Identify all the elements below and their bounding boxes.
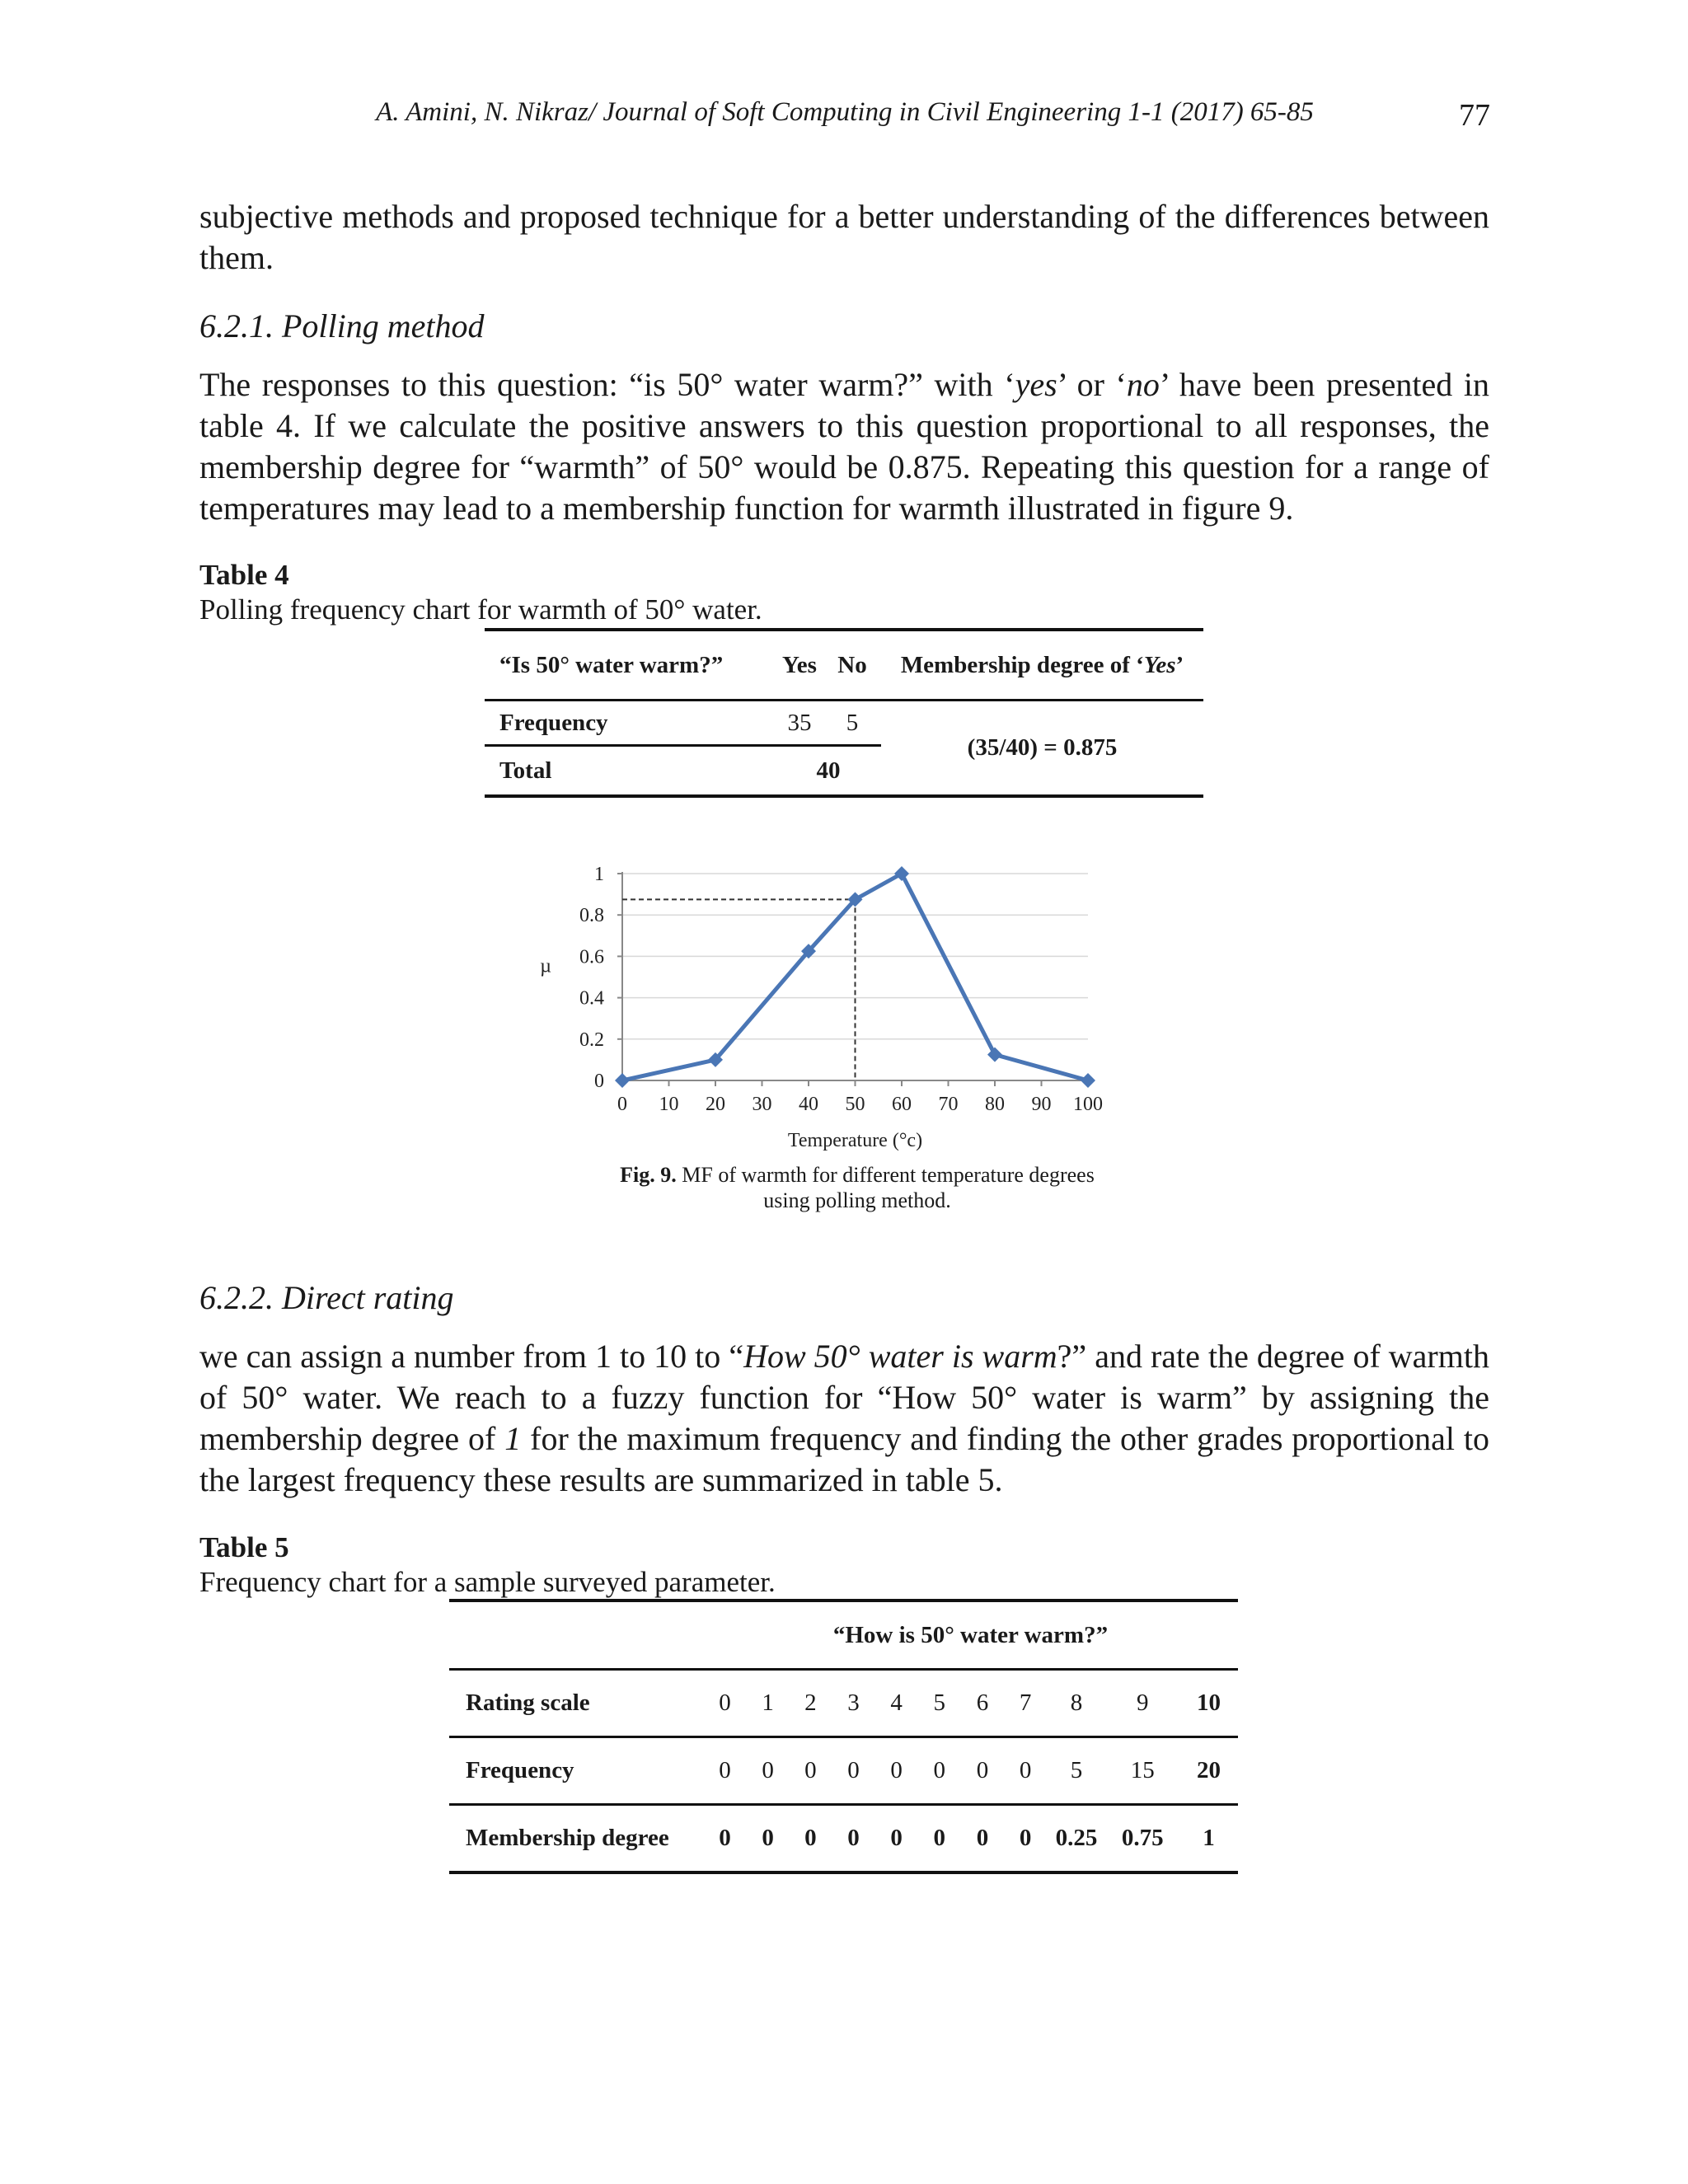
table5-membership-cell: 0 — [1004, 1805, 1047, 1873]
table5-frequency-label: Frequency — [449, 1737, 703, 1805]
table5-membership-cell: 0.75 — [1106, 1805, 1179, 1873]
data-point — [987, 1047, 1002, 1062]
table5-rating-label: Rating scale — [449, 1670, 703, 1737]
table5-frequency-cell: 0 — [832, 1737, 874, 1805]
table4-frequency-no: 5 — [823, 701, 881, 746]
direct-text-b: ?” and rate the degree of warmth of 50° water. We reach to a fuzzy function for “How 50° water is warm” by assigning the membership degree of — [199, 1338, 1489, 1457]
figure9-caption-label: Fig. 9. — [620, 1163, 677, 1187]
direct-rating-paragraph — [199, 1336, 1489, 1501]
figure9-caption-line1: MF of warmth for different temperature degrees — [676, 1163, 1095, 1187]
x-tick-label: 100 — [1073, 1094, 1103, 1115]
x-tick-label: 70 — [938, 1094, 959, 1115]
table5-frequency-cell: 20 — [1179, 1737, 1238, 1805]
table5-membership-cell: 0 — [789, 1805, 832, 1873]
table5-membership-cell: 0 — [875, 1805, 918, 1873]
table5 — [449, 1599, 1238, 1874]
table5-frequency-cell: 5 — [1047, 1737, 1106, 1805]
table5-frequency-cell: 0 — [789, 1737, 832, 1805]
table5-title-row — [449, 1601, 1238, 1670]
x-tick-label: 20 — [706, 1094, 725, 1115]
table5-membership-cell: 0 — [832, 1805, 874, 1873]
table5-frequency-cell: 0 — [961, 1737, 1004, 1805]
x-axis-title: Temperature (°c) — [787, 1130, 923, 1151]
polling-text-yes: yes — [1015, 366, 1057, 403]
page-number: 77 — [1459, 98, 1490, 133]
y-tick-label: 1 — [594, 864, 604, 885]
y-tick-label: 0.8 — [579, 905, 604, 927]
polling-paragraph — [199, 364, 1489, 529]
table5-frequency-cell: 0 — [918, 1737, 961, 1805]
table5-rating-cell: 1 — [747, 1670, 789, 1737]
x-tick-label: 80 — [985, 1094, 1005, 1115]
table4-caption: Polling frequency chart for warmth of 50° water. — [199, 593, 762, 626]
table5-frequency-row — [449, 1737, 1238, 1805]
y-tick-label: 0 — [594, 1071, 604, 1092]
table5-rating-cell: 3 — [832, 1670, 874, 1737]
direct-text-italic: How 50° water is warm — [743, 1338, 1057, 1375]
direct-text-c: for the maximum frequency and finding the other grades proportional to the largest frequency these results are summarized in table 5. — [199, 1420, 1490, 1498]
section-heading-polling: 6.2.1. Polling method — [199, 307, 485, 344]
table5-membership-cell: 1 — [1179, 1805, 1238, 1873]
table5-frequency-cell: 0 — [747, 1737, 789, 1805]
figure9-caption — [577, 1162, 1137, 1213]
table4-membership-value: (35/40) = 0.875 — [881, 701, 1203, 797]
table5-rating-row — [449, 1670, 1238, 1737]
table4-header-membership-a: Membership degree of ‘ — [900, 651, 1144, 678]
table4-header-row — [485, 630, 1203, 701]
table5-membership-cell: 0 — [918, 1805, 961, 1873]
y-tick-label: 0.2 — [579, 1029, 604, 1051]
intro-paragraph: subjective methods and proposed technique for a better understanding of the differences between them. — [199, 198, 1489, 276]
x-tick-label: 10 — [659, 1094, 679, 1115]
table5-title-spacer — [449, 1601, 703, 1670]
table5-title: “How is 50° water warm?” — [703, 1601, 1238, 1670]
table5-frequency-cell: 15 — [1106, 1737, 1179, 1805]
figure9-caption-line2: using polling method. — [763, 1188, 951, 1212]
table4-frequency-yes: 35 — [776, 701, 823, 746]
table5-label: Table 5 — [199, 1531, 289, 1563]
x-tick-label: 30 — [752, 1094, 772, 1115]
direct-text-one: 1 — [504, 1420, 522, 1457]
table4-header-membership — [881, 630, 1203, 701]
table4-header-membership-yes: Yes — [1143, 651, 1176, 678]
x-tick-label: 90 — [1031, 1094, 1052, 1115]
table4-label: Table 4 — [199, 559, 289, 591]
table5-rating-cell: 5 — [918, 1670, 961, 1737]
table5-membership-cell: 0.25 — [1047, 1805, 1106, 1873]
polling-text-c: ’ have been presented in table 4. If we calculate the positive answers to this question proportional to all responses, the membership degree for “warmth” of 50° would be 0.875. Repeating this question for a range of temperatures may lead to a membership function for warmth illustrated in figure 9. — [199, 366, 1489, 527]
running-head: A. Amini, N. Nikraz/ Journal of Soft Computing in Civil Engineering 1-1 (2017) 65-85 — [376, 97, 1314, 127]
polling-text-b: ’ or ‘ — [1057, 366, 1127, 403]
table5-rating-cell: 2 — [789, 1670, 832, 1737]
table4 — [485, 628, 1203, 798]
chart-labels — [540, 864, 1103, 1151]
table5-membership-row — [449, 1805, 1238, 1873]
table5-rating-cell: 6 — [961, 1670, 1004, 1737]
direct-text-a: we can assign a number from 1 to 10 to “ — [199, 1338, 744, 1375]
table5-rating-cell: 9 — [1106, 1670, 1179, 1737]
table4-header-yes: Yes — [776, 630, 823, 701]
x-tick-label: 40 — [799, 1094, 818, 1115]
data-point — [1081, 1073, 1095, 1088]
table4-frequency-row — [485, 701, 1203, 746]
table5-membership-label: Membership degree — [449, 1805, 703, 1873]
table4-header-question: “Is 50° water warm?” — [485, 630, 776, 701]
table5-membership-cell: 0 — [961, 1805, 1004, 1873]
table5-rating-cell: 7 — [1004, 1670, 1047, 1737]
table5-rating-cell: 10 — [1179, 1670, 1238, 1737]
table5-membership-cell: 0 — [703, 1805, 747, 1873]
table4-total-label: Total — [485, 746, 776, 797]
table5-rating-cell: 8 — [1047, 1670, 1106, 1737]
data-point — [615, 1073, 630, 1088]
y-tick-label: 0.4 — [579, 987, 604, 1010]
polling-text-a: The responses to this question: “is 50° water warm?” with ‘ — [199, 366, 1015, 403]
y-axis-title: µ — [540, 955, 551, 977]
table5-frequency-cell: 0 — [1004, 1737, 1047, 1805]
table4-header-membership-b: ’ — [1175, 651, 1184, 678]
x-tick-label: 0 — [617, 1094, 627, 1115]
table5-rating-cell: 4 — [875, 1670, 918, 1737]
table5-frequency-cell: 0 — [875, 1737, 918, 1805]
x-tick-label: 60 — [892, 1094, 912, 1115]
table4-total-value: 40 — [776, 746, 881, 797]
section-heading-direct-rating: 6.2.2. Direct rating — [199, 1279, 454, 1316]
chart-guide-lines — [622, 899, 856, 1080]
y-tick-label: 0.6 — [579, 946, 604, 968]
x-tick-label: 50 — [845, 1094, 865, 1115]
table5-membership-cell: 0 — [747, 1805, 789, 1873]
table5-rating-cell: 0 — [703, 1670, 747, 1737]
table5-frequency-cell: 0 — [703, 1737, 747, 1805]
polling-text-no: no — [1126, 366, 1160, 403]
table5-caption: Frequency chart for a sample surveyed parameter. — [199, 1566, 776, 1598]
table4-header-no: No — [823, 630, 881, 701]
table4-frequency-label: Frequency — [485, 701, 776, 746]
